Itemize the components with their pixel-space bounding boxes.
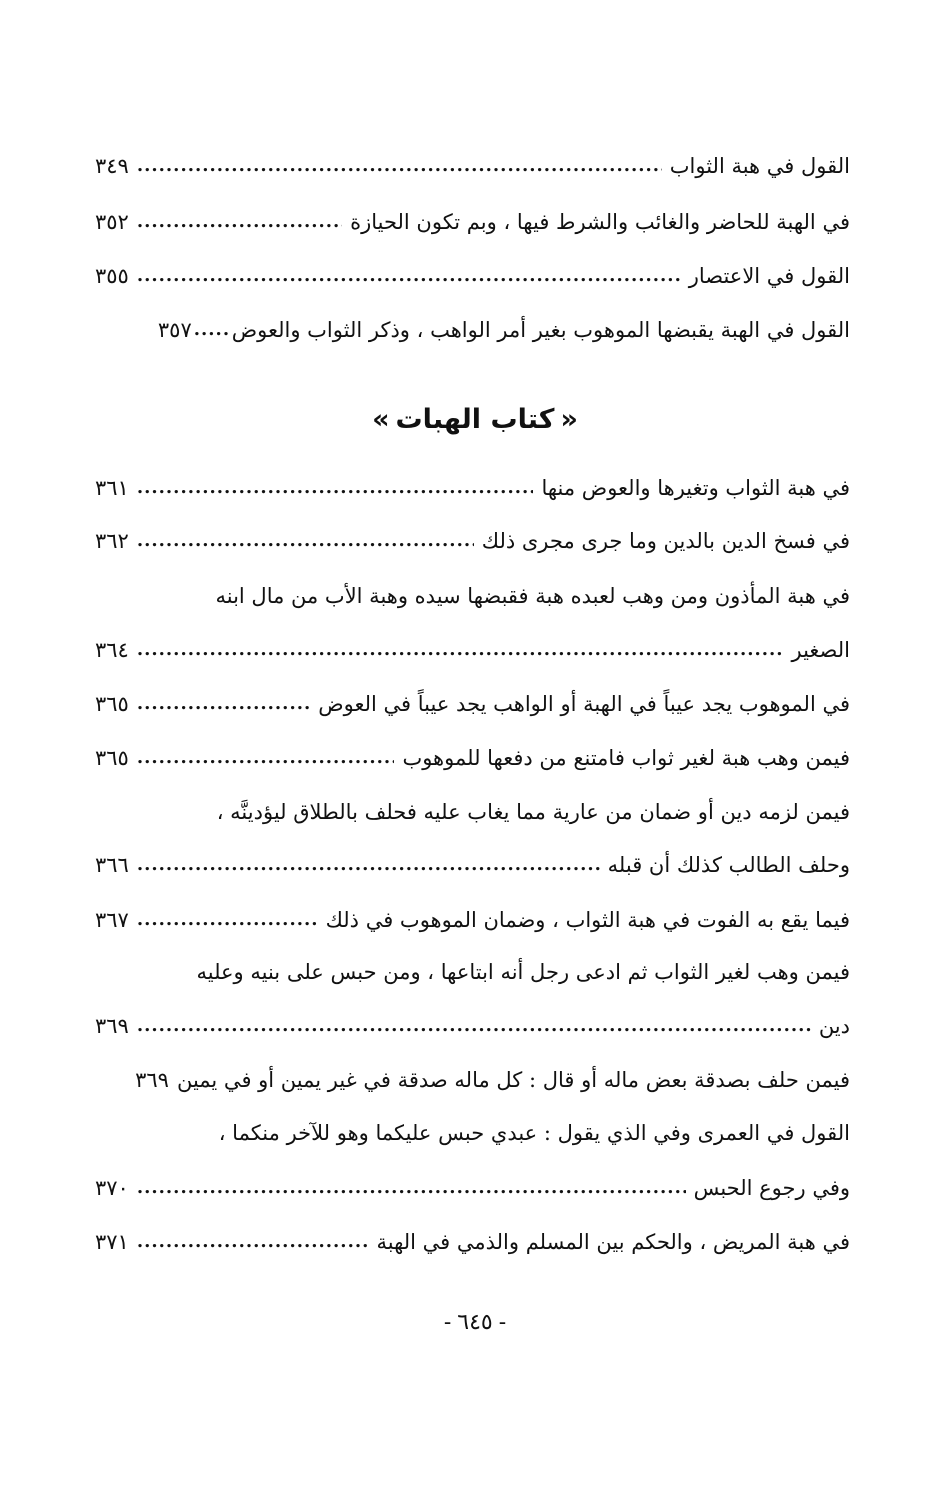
toc-entry-page: ٣٦٤ [95,638,129,662]
toc-entry-title: القول في هبة الثواب [669,154,850,178]
toc-entry [95,256,850,296]
toc-entry [95,630,850,670]
toc-entry-page: ٣٤٩ [95,154,129,178]
toc-entry-title: فيما يقع به الفوت في هبة الثواب ، وضمان الموهوب في ذلك [325,908,850,932]
toc-entry-title: وفي رجوع الحبس [693,1176,850,1200]
toc-entry-page: ٣٧١ [95,1230,129,1254]
leader-dots [194,310,230,350]
toc-entry [95,310,850,350]
leader-dots [137,845,600,885]
leader-dots [137,630,784,670]
toc-entry-page: ٣٦٧ [95,908,129,932]
toc-entry-page: ٣٦٦ [95,853,129,877]
footer-dash: - [443,1310,452,1335]
toc-entry [95,1168,850,1208]
toc-entry-title: في فسخ الدين بالدين وما جرى مجرى ذلك [481,529,850,553]
leader-dots [137,900,318,940]
toc-entry [95,1060,850,1100]
toc-entry-page: ٣٦٩ [95,1014,129,1038]
heading-close-bracket: » [372,404,390,435]
leader-dots [137,738,395,778]
toc-entry [95,202,850,242]
toc-entry [95,738,850,778]
toc-entry [95,952,850,992]
toc-entry-page: ٣٦٥ [95,692,129,716]
toc-entry [95,684,850,724]
toc-entry-page: ٣٦٥ [95,746,129,770]
footer-dash: - [498,1310,507,1335]
toc-entry-page: ٣٥٧ [157,318,192,342]
toc-entry-title: فيمن وهب لغير الثواب ثم ادعى رجل أنه ابتاعها ، ومن حبس على بنيه وعليه [196,960,850,984]
toc-entry-page: ٣٥٢ [95,210,129,234]
toc-entry-title: في هبة المريض ، والحكم بين المسلم والذمي في الهبة [376,1230,850,1254]
toc-entry-title: القول في الاعتصار [688,264,850,288]
toc-entry-title: فيمن لزمه دين أو ضمان من عارية مما يغاب عليه فحلف بالطلاق ليؤدينَّه ، [216,800,850,824]
section-heading [0,404,950,435]
toc-entry-page: ٣٥٥ [95,264,129,288]
toc-entry-title: القول في الهبة يقبضها الموهوب بغير أمر الواهب ، وذكر الثواب والعوض [231,318,850,342]
toc-entry-title: الصغير [791,638,850,662]
toc-entry-title: القول في العمرى وفي الذي يقول : عبدي حبس عليكما وهو للآخر منكما ، [218,1121,850,1145]
toc-entry [95,576,850,616]
toc-entry-title: في هبة الثواب وتغيرها والعوض منها [541,476,850,500]
toc-entry-title: في الموهوب يجد عيباً في الهبة أو الواهب يجد عيباً في العوض [318,692,850,716]
leader-dots [137,256,681,296]
leader-dots [137,684,310,724]
toc-entry-title: فيمن وهب هبة لغير ثواب فامتنع من دفعها للموهوب [402,746,850,770]
toc-entry-title: فيمن حلف بصدقة بعض ماله أو قال : كل ماله صدقة في غير يمين أو في يمين [176,1068,850,1092]
toc-entry-title: في الهبة للحاضر والغائب والشرط فيها ، وبم تكون الحيازة [350,210,850,234]
page-number: ٦٤٥ [457,1310,493,1335]
toc-entry-title: في هبة المأذون ومن وهب لعبده هبة فقبضها سيده وهبة الأب من مال ابنه [215,584,850,608]
toc-entry-page: ٣٦٩ [135,1068,169,1092]
toc-entry-title: وحلف الطالب كذلك أن قبله [607,853,850,877]
heading-open-bracket: « [560,404,578,435]
leader-dots [137,521,474,561]
toc-entry [95,900,850,940]
toc-entry [95,845,850,885]
toc-entry-title: دين [818,1014,850,1038]
toc-entry [95,792,850,832]
toc-entry-page: ٣٦٢ [95,529,129,553]
toc-entry [95,1222,850,1262]
toc-entry-page: ٣٦١ [95,476,129,500]
toc-entry-page: ٣٧٠ [95,1176,129,1200]
leader-dots [137,1222,369,1262]
toc-entry [95,521,850,561]
toc-entry [95,146,850,186]
leader-dots [137,468,534,508]
leader-dots [137,1168,686,1208]
leader-dots [137,146,662,186]
toc-entry [95,1006,850,1046]
leader-dots [137,1006,811,1046]
toc-entry [95,468,850,508]
page-footer [0,1310,950,1335]
toc-entry [95,1113,850,1153]
leader-dots [137,202,342,242]
heading-title: كتاب الهبات [395,404,555,435]
